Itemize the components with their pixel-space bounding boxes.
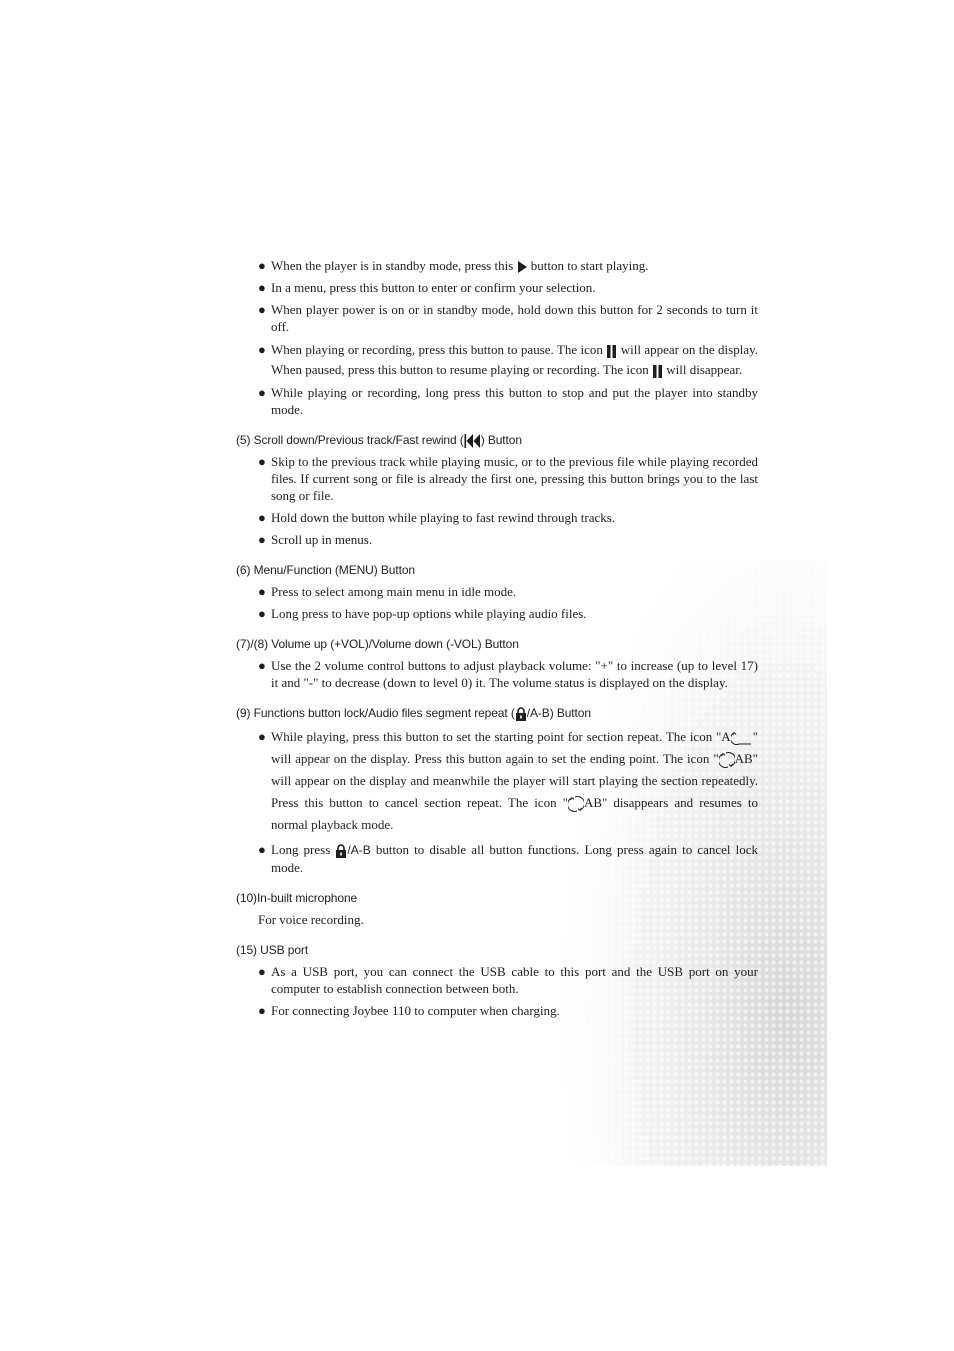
list-item: [236, 340, 758, 380]
section-heading-5: (5) Scroll down/Previous track/Fast rewind ( ) Button: [236, 433, 522, 447]
bullet: ●: [258, 964, 266, 979]
list-item: [236, 384, 758, 418]
lock-icon: [335, 844, 347, 858]
bullet: ●: [258, 454, 266, 469]
text: will disappear.: [666, 362, 743, 377]
text: /A-B: [347, 843, 371, 857]
bullet: ●: [258, 280, 266, 295]
bullet: ●: [258, 606, 266, 621]
rewind-icon: [464, 434, 481, 448]
play-icon: [517, 261, 528, 273]
bullet: ●: [258, 729, 266, 744]
bullet: ●: [258, 584, 266, 599]
section5-list: [236, 453, 758, 548]
section-heading-6: (6) Menu/Function (MENU) Button: [236, 563, 415, 577]
text: Use the 2 volume control buttons to adjust playback volume: "+" to increase (up to level 17) it and "-" to decrease (down to level 0) it. The volume status is displayed on the display.: [271, 658, 758, 690]
text: While playing or recording, long press this button to stop and put the player into standby mode.: [271, 385, 758, 417]
list-item: [236, 279, 758, 296]
text: Press to select among main menu in idle mode.: [271, 584, 517, 599]
bullet: ●: [258, 385, 266, 400]
pause-icon: [606, 345, 617, 358]
list-item: [236, 453, 758, 504]
pause-icon: [652, 365, 663, 378]
text: Hold down the button while playing to fast rewind through tracks.: [271, 510, 616, 525]
text: While playing, press this button to set the starting point for section repeat. The icon "A: [271, 729, 731, 744]
section9-list: [236, 726, 758, 876]
repeat-icon: [719, 752, 735, 768]
bullet: ●: [258, 1003, 266, 1018]
section-heading-10: (10)In-built microphone: [236, 891, 358, 905]
bullet: ●: [258, 842, 266, 857]
section-heading-9: (9) Functions button lock/Audio files segment repeat ( /A-B) Button: [236, 706, 591, 720]
list-item: [236, 657, 758, 691]
section78-list: [236, 657, 758, 691]
section15-list: [236, 963, 758, 1019]
list-item: [236, 257, 758, 274]
section6-list: [236, 583, 758, 622]
list-item: [236, 841, 758, 876]
text: Scroll up in menus.: [271, 532, 373, 547]
section10-text: For voice recording.: [258, 912, 364, 927]
section-heading-15: (15) USB port: [236, 943, 309, 957]
list-item: [236, 509, 758, 526]
bullet: ●: [258, 258, 266, 273]
text: AB" will appear on the display and meanwhile the player will start playing the section repeatedly. Press this button to cancel section repeat. The icon ": [271, 751, 758, 810]
bullet: ●: [258, 510, 266, 525]
list-item: [236, 583, 758, 600]
list-item: [236, 726, 758, 836]
text: When the player is in standby mode, press this: [271, 258, 514, 273]
list-item: [236, 605, 758, 622]
repeat-icon: [731, 730, 753, 746]
text: For connecting Joybee 110 to computer when charging.: [271, 1003, 560, 1018]
page-content: [236, 257, 758, 1024]
bullet: ●: [258, 302, 266, 317]
text: " will appear on the display. Press this button again to set the ending point. The icon ": [271, 729, 758, 766]
text: Skip to the previous track while playing music, or to the previous file while playing recorded files. If current song or file is already the first one, pressing this button brings you to the last song or file.: [271, 454, 758, 503]
text: button to start playing.: [530, 258, 649, 273]
text: Long press: [271, 842, 331, 857]
top-bullet-list: [236, 257, 758, 418]
bullet: ●: [258, 342, 266, 357]
text: button to disable all button functions. Long press again to cancel lock mode.: [271, 842, 758, 875]
list-item: [236, 1002, 758, 1019]
text: When playing or recording, press this button to pause. The icon: [271, 342, 603, 357]
list-item: [236, 531, 758, 548]
repeat-icon: [568, 796, 584, 812]
text: When player power is on or in standby mode, hold down this button for 2 seconds to turn it off.: [271, 302, 758, 334]
lock-icon: [515, 707, 527, 721]
text: Long press to have pop-up options while playing audio files.: [271, 606, 587, 621]
list-item: [236, 963, 758, 997]
text: In a menu, press this button to enter or confirm your selection.: [271, 280, 596, 295]
section-heading-7-8: (7)/(8) Volume up (+VOL)/Volume down (-VOL) Button: [236, 637, 519, 651]
bullet: ●: [258, 532, 266, 547]
text: will appear on the display. When paused, press this button to resume playing or recording. The icon: [271, 342, 759, 377]
bullet: ●: [258, 658, 266, 673]
text: AB" disappears and resumes to normal playback mode.: [271, 795, 759, 832]
list-item: [236, 301, 758, 335]
text: As a USB port, you can connect the USB cable to this port and the USB port on your computer to establish connection between both.: [271, 964, 758, 996]
